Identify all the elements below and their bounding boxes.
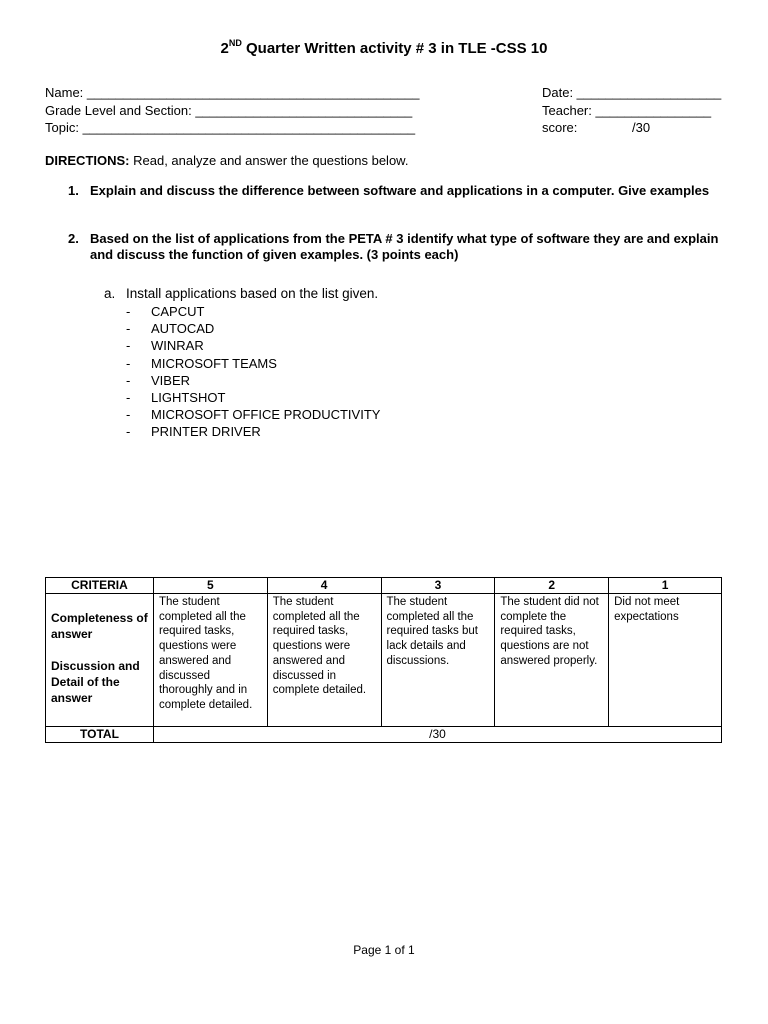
directions-label: DIRECTIONS: [45, 153, 130, 168]
list-item: - AUTOCAD [126, 321, 215, 337]
list-item: - MICROSOFT TEAMS [126, 355, 277, 371]
total-row [46, 727, 722, 743]
sub-question-text: Install applications based on the list given. [126, 286, 379, 301]
title-superscript: ND [228, 38, 242, 48]
header-score-2: 2 [495, 578, 609, 594]
score-value: /30 [632, 120, 651, 135]
date-field: Date: ____________________ [542, 85, 722, 100]
list-item: - MICROSOFT OFFICE PRODUCTIVITY [126, 407, 381, 423]
criteria-cell [46, 594, 154, 727]
sub-question-letter: a. [104, 286, 116, 301]
question-text: Explain and discuss the difference between software and applications in a computer. Give examples [90, 183, 710, 198]
header-score-3: 3 [381, 578, 495, 594]
descriptor-3: The student completed all the required tasks but lack details and discussions. [381, 594, 495, 727]
question-number: 1. [68, 183, 79, 198]
directions [45, 153, 408, 168]
header-criteria: CRITERIA [46, 578, 154, 594]
grade-section-field: Grade Level and Section: ______________________________ [45, 103, 413, 118]
header-score-1: 1 [609, 578, 722, 594]
list-item: - LIGHTSHOT [126, 389, 226, 405]
question-text: Based on the list of applications from the PETA # 3 identify what type of software they are and explain and discuss the function of given examples. (3 points each) [90, 231, 719, 262]
descriptor-5: The student completed all the required tasks, questions were answered and discussed thoroughly and in complete detailed. [153, 594, 267, 727]
descriptor-1: Did not meet expectations [609, 594, 722, 727]
descriptor-2: The student did not complete the required tasks, questions are not answered properly. [495, 594, 609, 727]
criteria-completeness: Completeness of answer [51, 611, 148, 641]
total-label: TOTAL [46, 727, 154, 743]
table-header-row [46, 578, 722, 594]
header-score-5: 5 [153, 578, 267, 594]
question-1 [68, 183, 728, 199]
question-2 [68, 231, 728, 263]
list-item: - PRINTER DRIVER [126, 424, 261, 440]
list-item: - VIBER [126, 372, 191, 388]
table-row [46, 594, 722, 727]
criteria-discussion: Discussion and Detail of the answer [51, 659, 140, 705]
app-list [126, 303, 380, 441]
total-value: /30 [153, 727, 721, 743]
descriptor-4: The student completed all the required tasks, questions were answered and discussed in complete detailed. [267, 594, 381, 727]
page-footer: Page 1 of 1 [353, 943, 415, 957]
list-item: - CAPCUT [126, 304, 205, 319]
teacher-field: Teacher: ________________ [542, 103, 712, 118]
score-label: score: [542, 120, 578, 135]
name-field: Name: ______________________________________________ [45, 85, 420, 100]
directions-text: Read, analyze and answer the questions below. [129, 153, 409, 168]
rubric-table [45, 577, 722, 743]
topic-field: Topic: ______________________________________________ [45, 120, 416, 135]
question-number: 2. [68, 231, 79, 246]
header-score-4: 4 [267, 578, 381, 594]
list-item: - WINRAR [126, 338, 204, 354]
page-title: 2ND Quarter Written activity # 3 in TLE -CSS 10 [220, 38, 548, 57]
